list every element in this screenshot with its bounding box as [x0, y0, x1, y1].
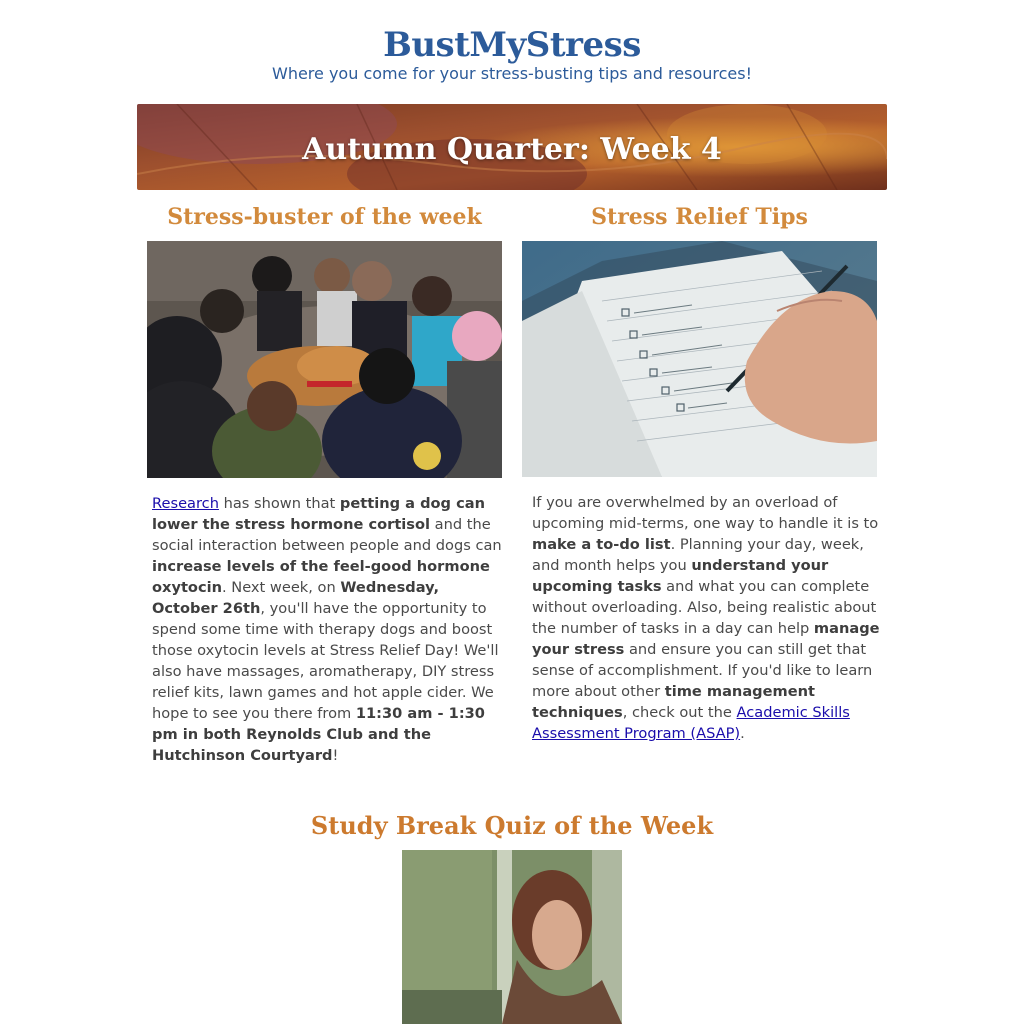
stress-buster-heading: Stress-buster of the week	[167, 204, 482, 230]
asap-link[interactable]: Academic Skills Assessment Program (ASAP)	[532, 704, 850, 742]
week-banner	[137, 104, 887, 190]
stress-relief-tips-heading: Stress Relief Tips	[591, 204, 808, 230]
site-title: BustMyStress	[383, 25, 641, 65]
research-link[interactable]: Research	[152, 495, 219, 512]
site-tagline: Where you come for your stress-busting tips and resources!	[272, 64, 752, 83]
stress-relief-paragraph: If you are overwhelmed by an overload of upcoming mid-terms, one way to handle it is to make a to-do list. Planning your day, week, and month helps you understand your upcoming tasks and what you can complete without overloading. Also, being realistic about the number of tasks in a day can help manage your stress and ensure you can still get that sense of accomplishment. If you'd like to learn more about other time management techniques, check out the Academic Skills Assessment Program (ASAP).	[532, 494, 880, 742]
quiz-gif-image[interactable]	[402, 850, 622, 1024]
todo-list-photo	[522, 241, 877, 477]
therapy-dog-photo	[147, 241, 502, 478]
stress-buster-paragraph: Research has shown that petting a dog can lower the stress hormone cortisol and the social interaction between people and dogs can increase levels of the feel-good hormone oxytocin. Next week, on Wednesday, October 26th, you'll have the opportunity to spend some time with therapy dogs and boost those oxytocin levels at Stress Relief Day! We'll also have massages, aromatherapy, DIY stress relief kits, lawn games and hot apple cider. We hope to see you there from 11:30 am - 1:30 pm in both Reynolds Club and the Hutchinson Courtyard!	[152, 495, 502, 764]
stress-relief-text	[532, 492, 882, 744]
banner-title: Autumn Quarter: Week 4	[302, 131, 722, 167]
quiz-heading: Study Break Quiz of the Week	[310, 811, 714, 840]
stress-buster-text	[152, 493, 502, 766]
